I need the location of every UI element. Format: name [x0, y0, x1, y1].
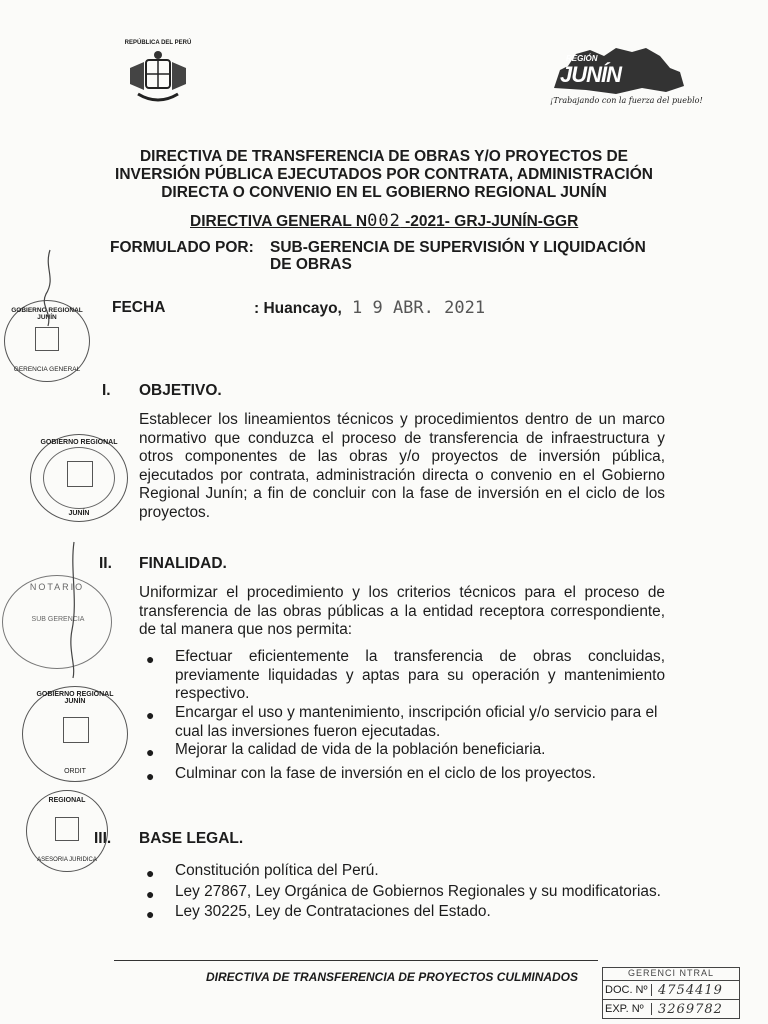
list-item: Culminar con la fase de inversión en el ciclo de los proyectos. — [175, 765, 596, 782]
stamp-emblem — [35, 327, 59, 351]
directive-prefix: DIRECTIVA GENERAL N — [190, 213, 368, 230]
list-item: Ley 30225, Ley de Contrataciones del Estado. — [175, 903, 491, 920]
bullet-dot: ● — [146, 768, 155, 784]
stamp-text: GOBIERNO REGIONAL JUNÍN — [11, 307, 83, 321]
bullet-text: Efectuar eficientemente la transferencia de obras concluidas, — [175, 648, 665, 665]
formulado-value-1: SUB-GERENCIA DE SUPERVISIÓN Y LIQUIDACIÓN — [270, 239, 646, 256]
logo-region-word: REGIÓN — [566, 54, 598, 63]
section-3-title: BASE LEGAL. — [139, 830, 244, 847]
bullet-text: Encargar el uso y mantenimiento, inscripción oficial y/o servicio para el — [175, 704, 658, 721]
date-stamp: 1 9 ABR. 2021 — [352, 298, 486, 318]
registry-doc-row — [603, 981, 739, 1000]
bullet-dot: ● — [146, 744, 155, 760]
logo-slogan: ¡Trabajando con la fuerza del pueblo! — [550, 96, 703, 105]
objetivo-line: Regional Junín; a fin de concluir con la fase de inversión en el ciclo de los — [139, 485, 665, 503]
region-junin-logo — [546, 44, 703, 110]
footer-rule — [114, 960, 598, 961]
list-item — [175, 704, 670, 741]
stamp-text: JUNÍN — [68, 510, 90, 517]
section-2-title: FINALIDAD. — [139, 555, 227, 572]
finalidad-line: transferencia de las obras públicas a la entidad receptora correspondiente, — [139, 602, 665, 620]
exp-label: EXP. Nº — [603, 1003, 652, 1015]
fecha-label: FECHA — [112, 299, 166, 316]
stamp-text: SUB GERENCIA — [31, 616, 85, 623]
section-1-number: I. — [102, 382, 111, 399]
objetivo-paragraph — [139, 411, 665, 523]
stamp-text: GERENCIA GENERAL — [13, 366, 81, 373]
objetivo-line: otros componentes de las obras y/o proyectos de inversión pública, — [139, 448, 665, 466]
section-1-title: OBJETIVO. — [139, 382, 222, 399]
registry-header: GERENCI NTRAL — [603, 968, 739, 981]
bullet-text: previamente liquidadas y aptas para su operación y mantenimiento — [175, 666, 665, 684]
stamp-asesoria-juridica — [26, 790, 108, 872]
stamp-notario — [2, 575, 112, 669]
bullet-dot: ● — [146, 651, 155, 667]
bullet-dot: ● — [146, 865, 155, 881]
fecha-place: : Huancayo, — [254, 300, 342, 317]
emblem-caption: REPÚBLICA DEL PERÚ — [124, 40, 192, 46]
stamp-text: GOBIERNO REGIONAL JUNÍN — [36, 691, 114, 705]
list-item: Ley 27867, Ley Orgánica de Gobiernos Regionales y su modificatorias. — [175, 883, 661, 900]
stamp-emblem — [67, 461, 93, 487]
peru-coat-of-arms — [118, 40, 198, 110]
list-item: Mejorar la calidad de vida de la población beneficiaria. — [175, 741, 546, 758]
directive-number-line — [190, 211, 578, 231]
finalidad-line: de tal manera que nos permita: — [139, 621, 353, 639]
stamp-gobierno-regional — [30, 434, 128, 522]
title-line-2: INVERSIÓN PÚBLICA EJECUTADOS POR CONTRATA, ADMINISTRACIÓN — [115, 166, 653, 183]
stamp-text: NOTARIO — [29, 582, 85, 592]
finalidad-line: Uniformizar el procedimiento y los criterios técnicos para el proceso de — [139, 584, 665, 601]
stamp-text: REGIONAL — [48, 797, 86, 804]
formulado-label: FORMULADO POR: — [110, 239, 254, 256]
stamp-text: ORDIT — [64, 768, 86, 775]
signature-scribble — [30, 248, 70, 328]
logo-junin-word: JUNÍN — [560, 62, 622, 87]
objetivo-line: proyectos. — [139, 503, 211, 521]
bullet-text: respectivo. — [175, 685, 250, 703]
title-line-3: DIRECTA O CONVENIO EN EL GOBIERNO REGIONAL JUNÍN — [161, 184, 607, 201]
list-item — [175, 648, 665, 704]
doc-value: 4754419 — [658, 982, 723, 998]
bullet-text: cual las inversiones fueron ejecutadas. — [175, 722, 441, 740]
list-item: Constitución política del Perú. — [175, 862, 379, 879]
objetivo-line: normativo que conduzca el proceso de transferencia de infraestructura y — [139, 429, 665, 447]
directive-number-handwritten: 002 — [367, 211, 401, 231]
bullet-dot: ● — [146, 886, 155, 902]
doc-label: DOC. Nº — [603, 984, 652, 996]
section-3-number: III. — [94, 830, 112, 847]
stamp-text: ASESORIA JURIDICA — [37, 857, 97, 863]
exp-value: 3269782 — [658, 1001, 723, 1017]
stamp-emblem — [55, 817, 79, 841]
finalidad-paragraph — [139, 584, 665, 640]
formulado-value-2: DE OBRAS — [270, 256, 352, 273]
bullet-dot: ● — [146, 707, 155, 723]
directive-suffix: -2021- GRJ-JUNÍN-GGR — [400, 213, 579, 230]
stamp-emblem — [63, 717, 89, 743]
registry-stamp-box — [602, 967, 740, 1019]
title-line-1: DIRECTIVA DE TRANSFERENCIA DE OBRAS Y/O PROYECTOS DE — [139, 148, 629, 165]
signature-scribble — [64, 540, 84, 680]
objetivo-line: ejecutados por contrata, administración directa o convenio en el Gobierno — [139, 466, 665, 484]
objetivo-line: Establecer los lineamientos técnicos y procedimientos dentro de un marco — [139, 411, 665, 428]
stamp-gobierno-regional-2 — [22, 686, 128, 782]
bullet-dot: ● — [146, 906, 155, 922]
stamp-text: GOBIERNO REGIONAL — [40, 439, 118, 446]
footer-text: DIRECTIVA DE TRANSFERENCIA DE PROYECTOS CULMINADOS — [206, 970, 579, 984]
registry-exp-row — [603, 1000, 739, 1018]
section-2-number: II. — [99, 555, 112, 572]
